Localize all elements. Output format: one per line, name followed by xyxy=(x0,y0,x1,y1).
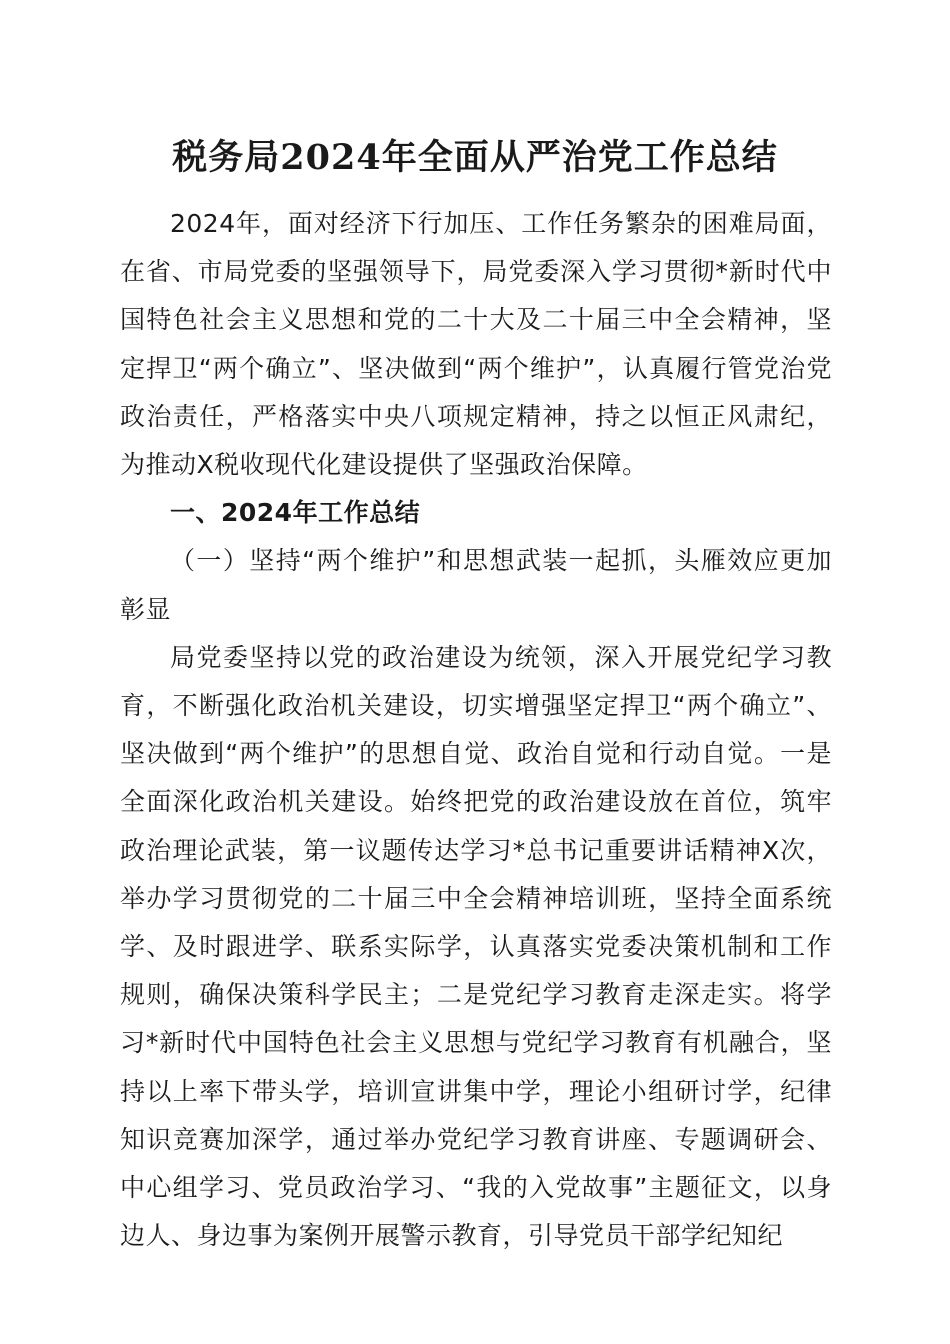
document-title: 税务局2024年全面从严治党工作总结 xyxy=(172,137,778,178)
subsection-1-paragraph: 局党委坚持以党的政治建设为统领，深入开展党纪学习教育，不断强化政治机关建设，切实增强坚定捍卫“两个确立”、坚决做到“两个维护”的思想自觉、政治自觉和行动自觉。一是全面深化政治机关建设。始终把党的政治建设放在首位，筑牢政治理论武装，第一议题传达学习*总书记重要讲话精神X次，举办学习贯彻党的二十届三中全会精神培训班，坚持全面系统学、及时跟进学、联系实际学，认真落实党委决策机制和工作规则，确保决策科学民主；二是党纪学习教育走深走实。将学习*新时代中国特色社会主义思想与党纪学习教育有机融合，坚持以上率下带头学，培训宣讲集中学，理论小组研讨学，纪律知识竞赛加深学，通过举办党纪学习教育讲座、专题调研会、中心组学习、党员政治学习、“我的入党故事”主题征文，以身边人、身边事为案例开展警示教育，引导党员干部学纪知纪 xyxy=(120,642,832,1251)
section-heading-1: 一、2024年工作总结 xyxy=(170,498,421,528)
document-body xyxy=(120,200,832,1260)
subsection-heading-1: （一）坚持“两个维护”和思想武装一起抓，头雁效应更加彰显 xyxy=(120,546,832,624)
intro-paragraph: 2024年，面对经济下行加压、工作任务繁杂的困难局面，在省、市局党委的坚强领导下，局党委深入学习贯彻*新时代中国特色社会主义思想和党的二十大及二十届三中全会精神，坚定捍卫“两个确立”、坚决做到“两个维护”，认真履行管党治党政治责任，严格落实中央八项规定精神，持之以恒正风肃纪，为推动X税收现代化建设提供了坚强政治保障。 xyxy=(120,209,832,480)
